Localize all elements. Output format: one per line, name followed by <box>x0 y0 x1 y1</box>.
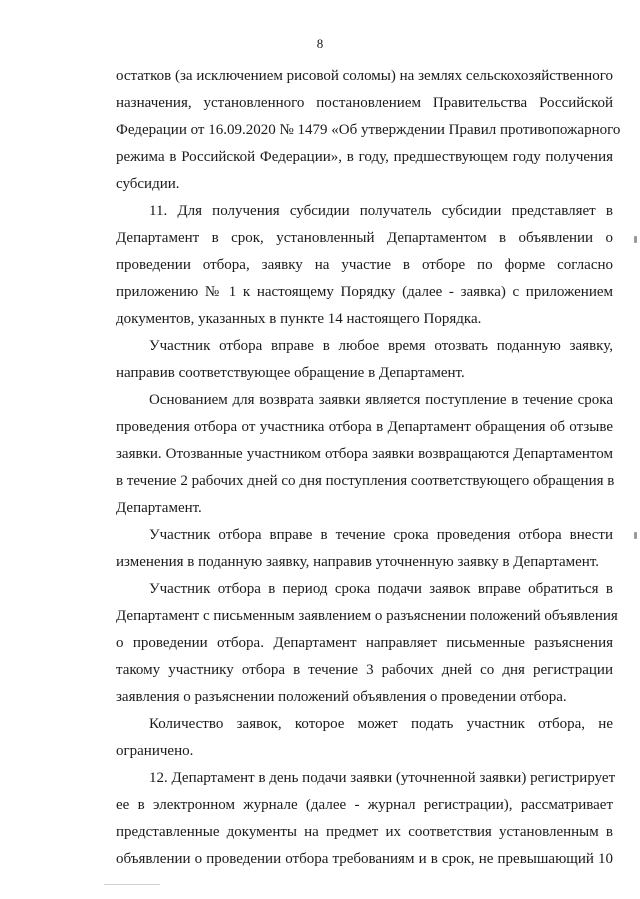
text-line: проведения отбора от участника отбора в Департамент обращения об отзыве <box>116 419 613 435</box>
text-line: Департамент в срок, установленный Департаментом в объявлении о <box>116 230 613 246</box>
text-line: Федерации от 16.09.2020 № 1479 «Об утверждении Правил противопожарного <box>116 122 621 138</box>
text-line: 12. Департамент в день подачи заявки (уточненной заявки) регистрирует <box>149 770 616 786</box>
text-line: остатков (за исключением рисовой соломы) на землях сельскохозяйственного <box>116 68 613 84</box>
text-line: Департамент с письменным заявлением о разъяснении положений объявления <box>116 608 618 624</box>
text-line: изменения в поданную заявку, направив уточненную заявку в Департамент. <box>116 554 600 570</box>
scan-speck <box>634 532 637 539</box>
text-line: заявки. Отозванные участником отбора заявки возвращаются Департаментом <box>116 446 613 462</box>
text-line: заявления о разъяснении положений объявления о проведении отбора. <box>116 689 567 705</box>
text-line: в течение 2 рабочих дней со дня поступления соответствующего обращения в <box>116 473 615 489</box>
text-line: Участник отбора в период срока подачи заявок вправе обратиться в <box>149 581 613 597</box>
text-line: Количество заявок, которое может подать участник отбора, не <box>149 716 613 732</box>
text-line: проведении отбора, заявку на участие в отборе по форме согласно <box>116 257 613 273</box>
text-line: такому участнику отбора в течение 3 рабочих дней со дня регистрации <box>116 662 613 678</box>
text-line: о проведении отбора. Департамент направляет письменные разъяснения <box>116 635 613 651</box>
text-line: Участник отбора вправе в любое время отозвать поданную заявку, <box>149 338 613 354</box>
text-line: субсидии. <box>116 176 180 192</box>
text-line: назначения, установленного постановлением Правительства Российской <box>116 95 613 111</box>
text-line: направив соответствующее обращение в Департамент. <box>116 365 465 381</box>
text-line: Участник отбора вправе в течение срока проведения отбора внести <box>149 527 613 543</box>
text-line: Основанием для возврата заявки является поступление в течение срока <box>149 392 613 408</box>
text-line: Департамент. <box>116 500 202 516</box>
page-number: 8 <box>316 36 324 51</box>
text-line: ограничено. <box>116 743 194 759</box>
text-line: документов, указанных в пункте 14 настоящего Порядка. <box>116 311 482 327</box>
text-line: объявлении о проведении отбора требованиям и в срок, не превышающий 10 <box>116 851 613 867</box>
text-line: ее в электронном журнале (далее - журнал регистрации), рассматривает <box>116 797 613 813</box>
text-line: приложению № 1 к настоящему Порядку (далее - заявка) с приложением <box>116 284 613 300</box>
text-line: режима в Российской Федерации», в году, предшествующем году получения <box>116 149 613 165</box>
scan-speck <box>634 236 637 243</box>
text-line: представленные документы на предмет их соответствия установленным в <box>116 824 613 840</box>
text-line: 11. Для получения субсидии получатель субсидии представляет в <box>149 203 613 219</box>
footer-rule <box>104 884 160 885</box>
